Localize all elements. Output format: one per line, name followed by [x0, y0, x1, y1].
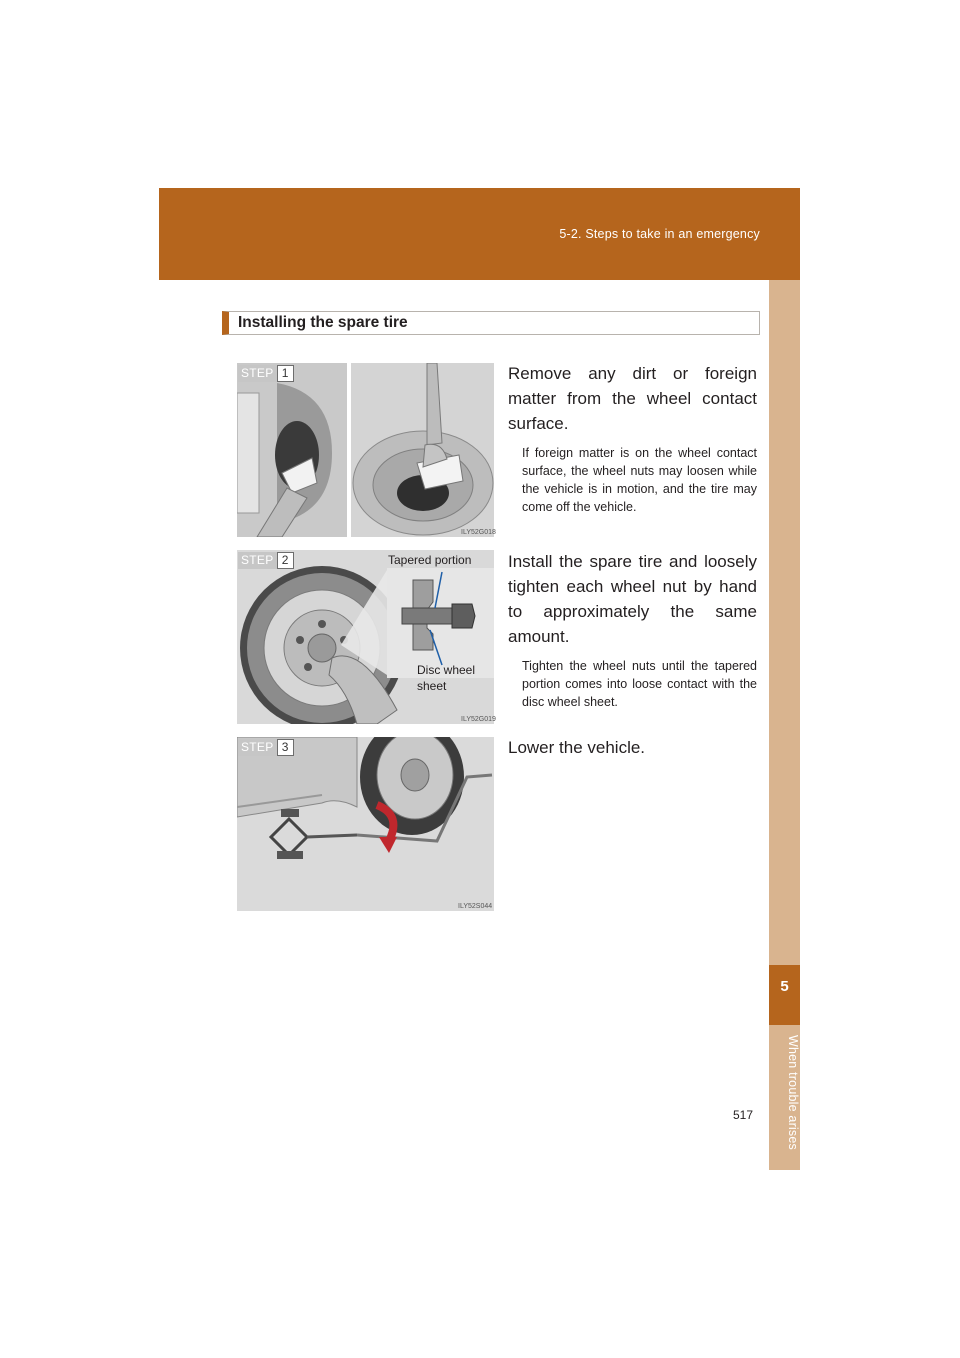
disc-wheel-line1: Disc wheel: [417, 663, 476, 677]
step-1-note: If foreign matter is on the wheel contact surface, the wheel nuts may loosen while the vehicle is in motion, and the tire may come off the vehicle.: [522, 446, 757, 514]
disc-wheel-line2: sheet: [417, 679, 447, 693]
step-2-number: 2: [277, 552, 294, 569]
step-1-text: [508, 361, 757, 516]
step-3-badge: [238, 739, 294, 756]
disc-wheel-sheet-callout: [417, 662, 475, 694]
step-2-note: Tighten the wheel nuts until the tapered portion comes into loose contact with the disc wheel sheet.: [522, 659, 757, 709]
section-title: Installing the spare tire: [222, 311, 760, 335]
header-band: [159, 188, 800, 280]
step-1-number: 1: [277, 365, 294, 382]
page-number: 517: [733, 1108, 754, 1122]
chapter-tab-active[interactable]: [769, 965, 800, 1025]
step-3-label: STEP: [238, 739, 277, 756]
step-2-text: [508, 549, 757, 711]
step-3-figure-code: ILY52S044: [458, 903, 493, 910]
step-3-instruction: Lower the vehicle.: [508, 738, 646, 757]
step-2-figure-code: ILY52G019: [461, 716, 496, 723]
step-2-label: STEP: [238, 552, 277, 569]
step-2-badge: [238, 552, 294, 569]
step-2-instruction: Install the spare tire and loosely tighten each wheel nut by hand to approximately the same amount.: [508, 552, 757, 646]
step-2-illustration: [237, 550, 494, 724]
step-1-label: STEP: [238, 365, 277, 382]
step-3-illustration: [237, 737, 494, 911]
tapered-portion-callout: Tapered portion: [388, 553, 472, 567]
step-1-badge: [238, 365, 294, 382]
step-1-instruction: Remove any dirt or foreign matter from the wheel contact surface.: [508, 364, 757, 433]
step-3-text: [508, 735, 757, 760]
chapter-title: When trouble arises: [786, 1035, 800, 1150]
chapter-number: 5: [780, 978, 789, 995]
step-1-figure-code: ILY52G018: [461, 529, 496, 536]
step-3-number: 3: [277, 739, 294, 756]
step-1-illustration: [237, 363, 494, 537]
running-header: 5-2. Steps to take in an emergency: [559, 227, 760, 241]
